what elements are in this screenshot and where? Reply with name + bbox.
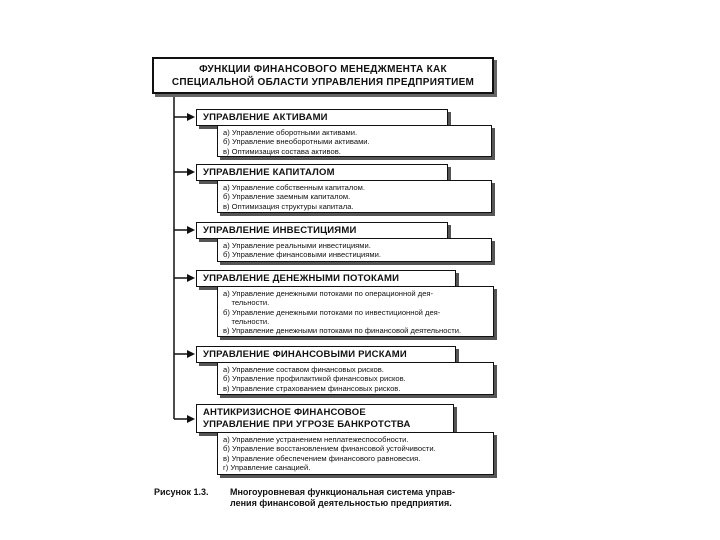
- list-item: тельности.: [223, 316, 270, 326]
- diagram-title-box: [152, 57, 494, 94]
- heading-assets-label: УПРАВЛЕНИЕ АКТИВАМИ: [203, 112, 328, 123]
- title-line-2: СПЕЦИАЛЬНОЙ ОБЛАСТИ УПРАВЛЕНИЯ ПРЕДПРИЯТИЕМ: [171, 77, 475, 88]
- caption-line-1: Многоуровневая функциональная система управ-: [230, 487, 455, 497]
- arrow-activy: [174, 113, 195, 121]
- details-box-investments: [217, 238, 492, 262]
- heading-anticrisis-line-1: АНТИКРИЗИСНОЕ ФИНАНСОВОЕ: [203, 407, 366, 418]
- figure-caption: [154, 487, 514, 513]
- arrow-anticrisis: [174, 415, 195, 423]
- arrow-risks: [174, 350, 195, 358]
- list-item: б) Управление финансовыми инвестициями.: [223, 250, 381, 260]
- heading-capital-label: УПРАВЛЕНИЕ КАПИТАЛОМ: [203, 167, 335, 178]
- list-item: в) Управление обеспечением финансового равновесия.: [223, 453, 421, 463]
- list-item: г) Управление санацией.: [223, 462, 311, 472]
- list-item: б) Управление денежными потоками по инвестиционной дея-: [223, 307, 441, 317]
- arrow-cash-flows: [174, 274, 195, 282]
- caption-label: Рисунок 1.3.: [154, 487, 209, 497]
- list-item: в) Оптимизация структуры капитала.: [223, 201, 354, 211]
- list-item: а) Управление реальными инвестициями.: [223, 241, 371, 250]
- heading-box-anticrisis: [196, 404, 454, 433]
- heading-box-risks: [196, 346, 456, 363]
- list-item: б) Управление заемным капиталом.: [223, 192, 351, 202]
- list-item: б) Управление профилактикой финансовых рисков.: [223, 374, 406, 384]
- list-item: тельности.: [223, 298, 270, 308]
- details-box-cash-flows: [217, 286, 494, 337]
- list-item: а) Управление составом финансовых рисков.: [223, 365, 384, 374]
- heading-risks-label: УПРАВЛЕНИЕ ФИНАНСОВЫМИ РИСКАМИ: [203, 349, 407, 360]
- heading-box-assets: [196, 109, 448, 126]
- caption-line-2: ления финансовой деятельностью предприятия.: [230, 498, 452, 508]
- details-box-risks: [217, 362, 494, 395]
- list-item: а) Управление собственным капиталом.: [223, 183, 365, 192]
- heading-anticrisis-line-2: УПРАВЛЕНИЕ ПРИ УГРОЗЕ БАНКРОТСТВА: [203, 419, 411, 430]
- details-box-assets: [217, 125, 492, 157]
- list-item: а) Управление устранением неплатежеспособности.: [223, 435, 409, 444]
- heading-cash-flows-label: УПРАВЛЕНИЕ ДЕНЕЖНЫМИ ПОТОКАМИ: [203, 273, 400, 284]
- details-box-anticrisis: [217, 432, 494, 475]
- list-item: б) Управление восстановлением финансовой устойчивости.: [223, 444, 436, 454]
- arrow-capital: [174, 168, 195, 176]
- list-item: а) Управление оборотными активами.: [223, 128, 358, 137]
- heading-box-capital: [196, 164, 448, 181]
- list-item: а) Управление денежными потоками по операционной дея-: [223, 289, 434, 298]
- heading-box-cash-flows: [196, 270, 456, 287]
- arrow-investments: [174, 226, 195, 234]
- list-item: в) Управление денежными потоками по финансовой деятельности.: [223, 326, 462, 336]
- list-item: в) Оптимизация состава активов.: [223, 146, 341, 156]
- details-box-capital: [217, 180, 492, 213]
- title-line-1: ФУНКЦИИ ФИНАНСОВОГО МЕНЕДЖМЕНТА КАК: [199, 64, 447, 75]
- list-item: б) Управление внеоборотными активами.: [223, 137, 370, 147]
- heading-investments-label: УПРАВЛЕНИЕ ИНВЕСТИЦИЯМИ: [203, 225, 357, 236]
- heading-box-investments: [196, 222, 448, 239]
- list-item: в) Управление страхованием финансовых рисков.: [223, 383, 401, 393]
